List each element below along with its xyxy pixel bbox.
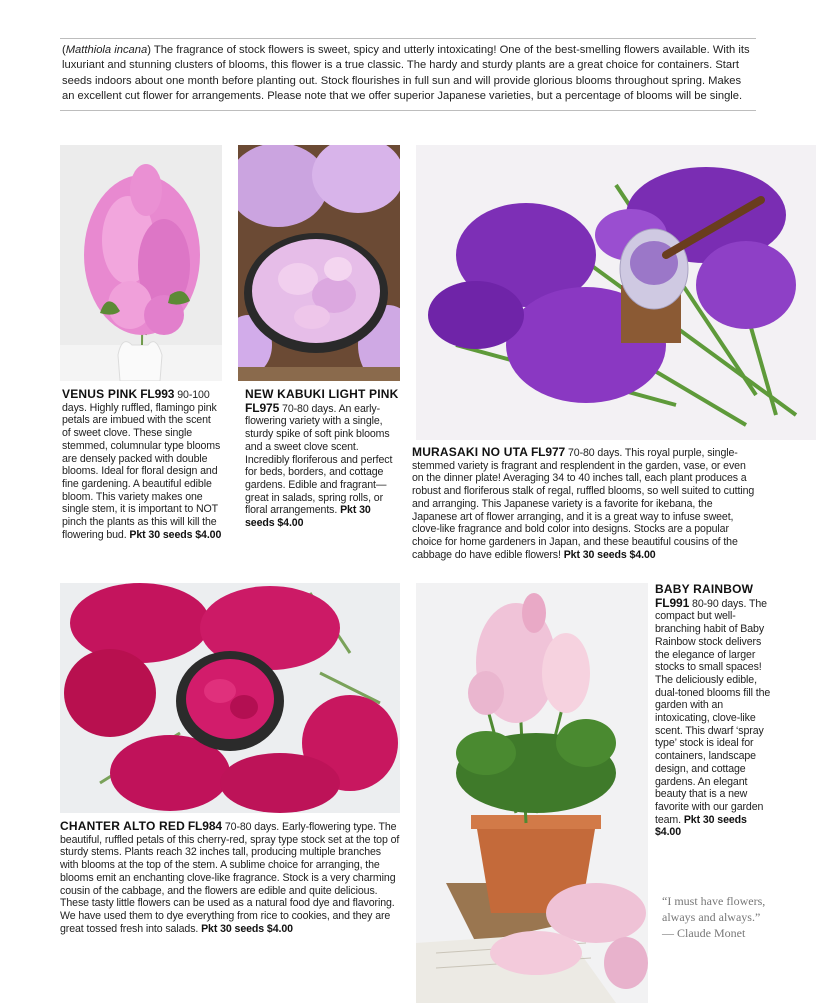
product-description: The compact but well-branching habit of Baby Rainbow stock delivers the elegance of larger stocks to small spaces! The deliciously edible, dual-toned blooms fill the garden with an intoxicating, clove-like scent. This dwarf ‘spray type’ stock is ideal for containers, landscape design, and cottage gardens. An elegant beauty that is a new favorite with our garden team. (655, 597, 771, 826)
kabuki-description (245, 388, 400, 530)
product-price: Pkt 30 seeds $4.00 (245, 504, 371, 530)
product-days: 70-80 days. (282, 402, 337, 415)
product-description: Highly ruffled, flamingo pink petals are imbued with the scent of sweet clove. These single stemmed, columnular type blooms are densely packed with double blooms. Ideal for floral design and fine gardening. A beautiful edible bloom. This variety makes one single stem, it is important to NOT pinch the plants as this will kill the flowering bud. (62, 401, 221, 541)
product-code: FL984 (187, 819, 223, 833)
venus-pink-description (62, 388, 222, 541)
product-price: Pkt 30 seeds $4.00 (129, 528, 222, 541)
product-code: FL993 (140, 387, 175, 401)
product-price: Pkt 30 seeds $4.00 (201, 922, 293, 935)
baby-rainbow-description (655, 583, 771, 839)
product-name: VENUS PINK (62, 387, 138, 401)
product-days: 70-80 days. (224, 821, 280, 833)
murasaki-photo (416, 145, 816, 440)
product-name: MURASAKI NO UTA (412, 445, 529, 459)
product-days: 70-80 days. (567, 447, 623, 459)
product-price: Pkt 30 seeds $4.00 (655, 813, 747, 839)
product-name: BABY RAINBOW (655, 582, 754, 596)
chanter-photo (60, 583, 400, 813)
kabuki-photo (238, 145, 400, 381)
intro-bottom-rule (60, 110, 756, 111)
product-description: An early-flowering variety with a single, sturdy spike of soft pink blooms and a sweet clove scent. Incredibly floriferous and perfect for beds, borders, and cottage gardens. Edible and fragrant—great in salads, spring rolls, or floral arrangements. (245, 402, 393, 517)
product-days: 90-100 days. (62, 389, 210, 414)
product-code: FL975 (245, 400, 280, 415)
quote-author: — Claude Monet (662, 926, 746, 940)
murasaki-description (412, 446, 756, 561)
top-rule (60, 38, 756, 39)
monet-quote (662, 893, 792, 941)
product-description: This royal purple, single-stemmed variety is fragrant and resplendent in the garden, vase, or even on the dinner plate! Averaging 34 to 40 inches tall, each plant produces a robust and floriferous stalk of regal, ruffled blooms, so well suited to cutting and arranging. This Japanese variety is a favorite for ikebana, the Japanese art of flower arranging, and it is a great way to infuse sweet, clove-like fragrance and bold color into designs. Stocks are a popular choice for home gardeners in Japan, and these beautiful cousins of the cabbage do have edible flowers! (412, 447, 755, 561)
product-description: Early-flowering type. The beautiful, ruffled petals of this cherry-red, spray type stock set at the top of sturdy stems. Plants reach 32 inches tall, producing multiple branches with blooms at the top of the stem. A sublime choice for arranging, the blooms emit an enchanting clove-like fragrance. Stock is a very charming cousin of the cabbage, and the flowers are edible and quite delicious. These tasty little flowers can be used as a natural food dye and flavoring. We have used them to dye everything from rice to cookies, and they are great tossed fresh into salads. (60, 821, 400, 935)
quote-text: “I must have flowers, always and always.” (662, 894, 766, 924)
venus-pink-photo (60, 145, 222, 381)
product-code: FL977 (530, 445, 566, 459)
intro-text: The fragrance of stock flowers is sweet, spicy and utterly intoxicating! One of the best-smelling flowers available. With its luxuriant and stunning clusters of blooms, this flower is a true classic. The hardy and sturdy plants are a great choice for containers. Start seeds indoors about one month before planting out. Stock flourishes in full sun and will provide glorious blooms throughout spring. Makes an excellent cut flower for arrangements. Please note that we offer superior Japanese varieties, but a percentage of blooms will be single. (62, 44, 750, 103)
product-name: CHANTER ALTO RED (60, 819, 185, 833)
baby-rainbow-photo (416, 583, 648, 1003)
product-days: 80-90 days. (692, 597, 747, 610)
chanter-description (60, 820, 400, 935)
product-price: Pkt 30 seeds $4.00 (563, 548, 656, 561)
intro-paragraph: (Matthiola incana) The fragrance of stock flowers is sweet, spicy and utterly intoxicating! One of the best-smelling flowers available. With its luxuriant and stunning clusters of blooms, this flower is a true classic. The hardy and sturdy plants are a great choice for containers. Start seeds indoors about one month before planting out. Stock flourishes in full sun and will provide glorious blooms throughout spring. Makes an excellent cut flower for arrangements. Please note that we offer superior Japanese varieties, but a percentage of blooms will be single. (62, 44, 750, 103)
product-name: NEW KABUKI LIGHT PINK (245, 387, 399, 401)
product-code: FL991 (655, 595, 690, 610)
species-name: Matthiola incana (65, 44, 148, 56)
